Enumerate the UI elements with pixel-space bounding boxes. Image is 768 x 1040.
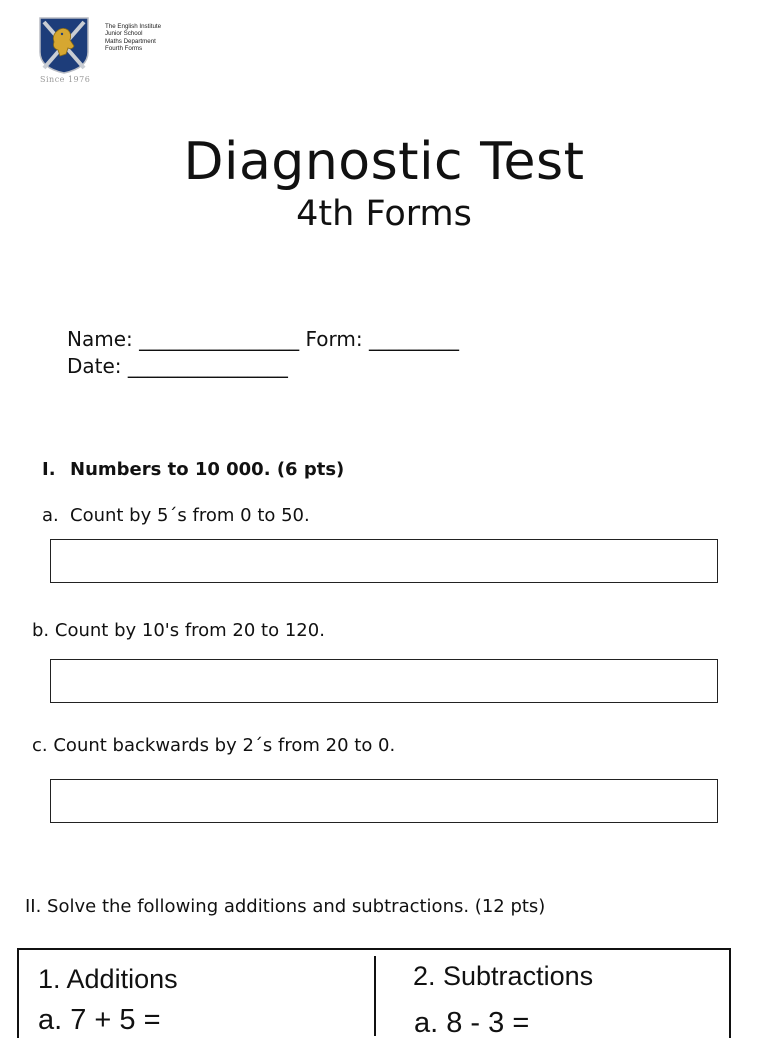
addition-row: a. 7 + 5 = [38, 1004, 161, 1036]
name-blank[interactable]: ________________ [139, 327, 300, 351]
form-blank[interactable]: _________ [368, 327, 459, 351]
name-form-line [67, 327, 459, 351]
subtractions-heading: 2. Subtractions [413, 961, 594, 991]
school-crest-icon [38, 16, 90, 74]
column-divider [374, 956, 376, 1036]
section-1-number: I. [42, 459, 56, 480]
date-blank[interactable]: ________________ [127, 354, 288, 378]
question-c [32, 735, 395, 756]
page-subtitle: 4th Forms [296, 194, 472, 234]
question-text: Count backwards by 2´s from 20 to 0. [53, 735, 396, 756]
school-crest-icon [38, 16, 90, 74]
section-2-heading: II. Solve the following additions and subtractions. (12 pts) [25, 896, 546, 917]
answer-box-c[interactable] [50, 779, 718, 823]
section-1-title: Numbers to 10 000. (6 pts) [70, 459, 345, 480]
school-line: Fourth Forms [105, 45, 143, 53]
school-line: The English Institute [105, 23, 162, 30]
answer-box-a[interactable] [50, 539, 718, 583]
page-title: Diagnostic Test [183, 132, 585, 192]
subtraction-row: a. 8 - 3 = [414, 1007, 530, 1039]
question-b [32, 620, 325, 641]
question-letter: c. [32, 735, 48, 756]
name-label: Name: [67, 327, 133, 351]
question-letter: a. [42, 505, 59, 526]
section-1-heading [42, 459, 344, 480]
form-label: Form: [305, 327, 363, 351]
date-label: Date: [67, 354, 122, 378]
question-letter: b. [32, 620, 50, 641]
question-text: Count by 10's from 20 to 120. [54, 620, 325, 641]
date-line [67, 354, 288, 378]
question-text: Count by 5´s from 0 to 50. [70, 505, 310, 526]
since-text: Since 1976 [40, 75, 91, 84]
school-line: Junior School [105, 30, 143, 38]
school-info [105, 23, 161, 53]
school-line: Maths Department [105, 37, 156, 45]
additions-heading: 1. Additions [38, 964, 178, 994]
answer-box-b[interactable] [50, 659, 718, 703]
question-a [42, 505, 310, 526]
